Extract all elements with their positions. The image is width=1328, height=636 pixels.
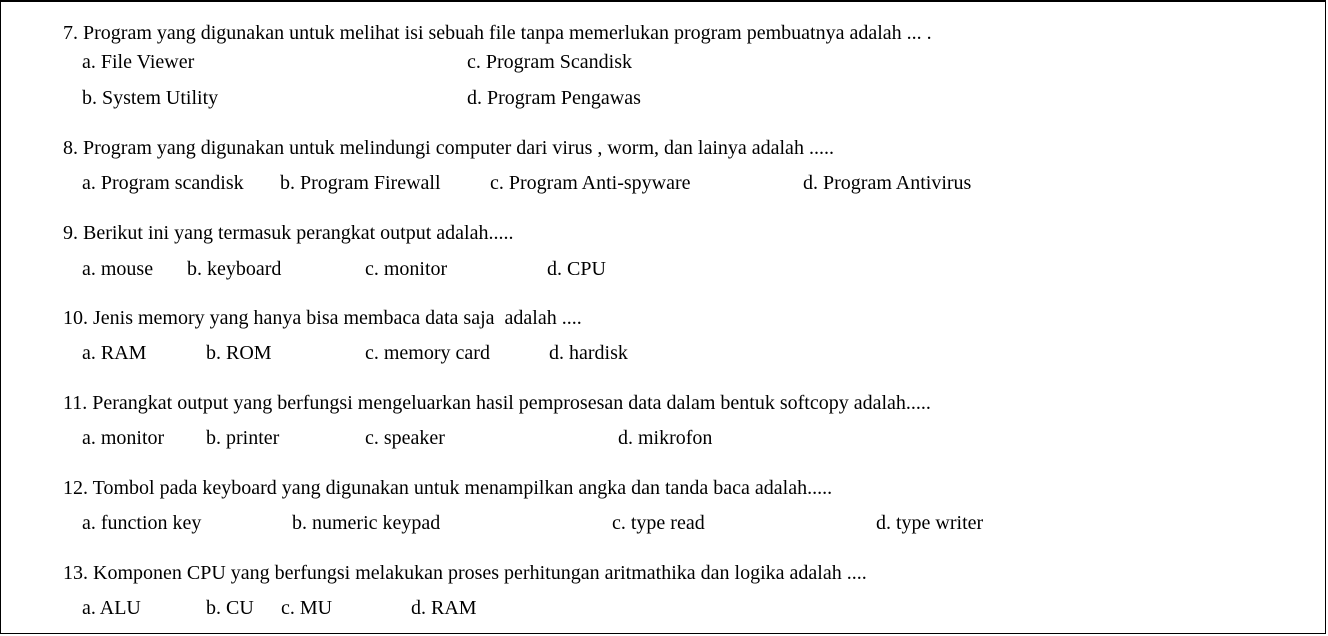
question-7-stem: 7. Program yang digunakan untuk melihat isi sebuah file tanpa memerlukan program pembuatnya adalah ... .: [63, 22, 932, 44]
question-13-stem: 13. Komponen CPU yang berfungsi melakukan proses perhitungan aritmathika dan logika adalah ....: [63, 562, 867, 584]
question-10-option-a: a. RAM: [82, 342, 147, 364]
question-9-option-c: c. monitor: [365, 258, 448, 280]
question-12-stem: 12. Tombol pada keyboard yang digunakan untuk menampilkan angka dan tanda baca adalah.....: [63, 477, 833, 499]
question-13-option-d: d. RAM: [411, 597, 477, 619]
question-9-stem: 9. Berikut ini yang termasuk perangkat output adalah.....: [63, 222, 514, 244]
question-11-option-a: a. monitor: [82, 427, 165, 449]
question-10-stem: 10. Jenis memory yang hanya bisa membaca data saja adalah ....: [63, 307, 582, 329]
question-7-option-d: d. Program Pengawas: [467, 87, 641, 109]
question-12-option-d: d. type writer: [876, 512, 984, 534]
question-13-option-c: c. MU: [281, 597, 333, 619]
question-7-option-a: a. File Viewer: [82, 51, 195, 73]
question-12-option-a: a. function key: [82, 512, 202, 534]
question-9-option-d: d. CPU: [547, 258, 606, 280]
question-11-option-d: d. mikrofon: [618, 427, 713, 449]
question-10-option-b: b. ROM: [206, 342, 272, 364]
question-8-option-c: c. Program Anti-spyware: [490, 172, 691, 194]
question-10-option-c: c. memory card: [365, 342, 490, 364]
question-11-stem: 11. Perangkat output yang berfungsi mengeluarkan hasil pemprosesan data dalam bentuk softcopy adalah.....: [63, 392, 931, 414]
question-8-option-b: b. Program Firewall: [280, 172, 441, 194]
question-8-option-a: a. Program scandisk: [82, 172, 244, 194]
question-8-stem: 8. Program yang digunakan untuk melindungi computer dari virus , worm, dan lainya adalah .....: [63, 137, 834, 159]
question-12-option-c: c. type read: [612, 512, 705, 534]
question-12-option-b: b. numeric keypad: [292, 512, 441, 534]
question-7-option-c: c. Program Scandisk: [467, 51, 632, 73]
question-7-option-b: b. System Utility: [82, 87, 219, 109]
question-9-option-b: b. keyboard: [187, 258, 282, 280]
question-13-option-b: b. CU: [206, 597, 254, 619]
question-11-option-b: b. printer: [206, 427, 280, 449]
question-11-option-c: c. speaker: [365, 427, 445, 449]
question-13-option-a: a. ALU: [82, 597, 141, 619]
question-8-option-d: d. Program Antivirus: [803, 172, 972, 194]
question-9-option-a: a. mouse: [82, 258, 154, 280]
question-10-option-d: d. hardisk: [549, 342, 628, 364]
